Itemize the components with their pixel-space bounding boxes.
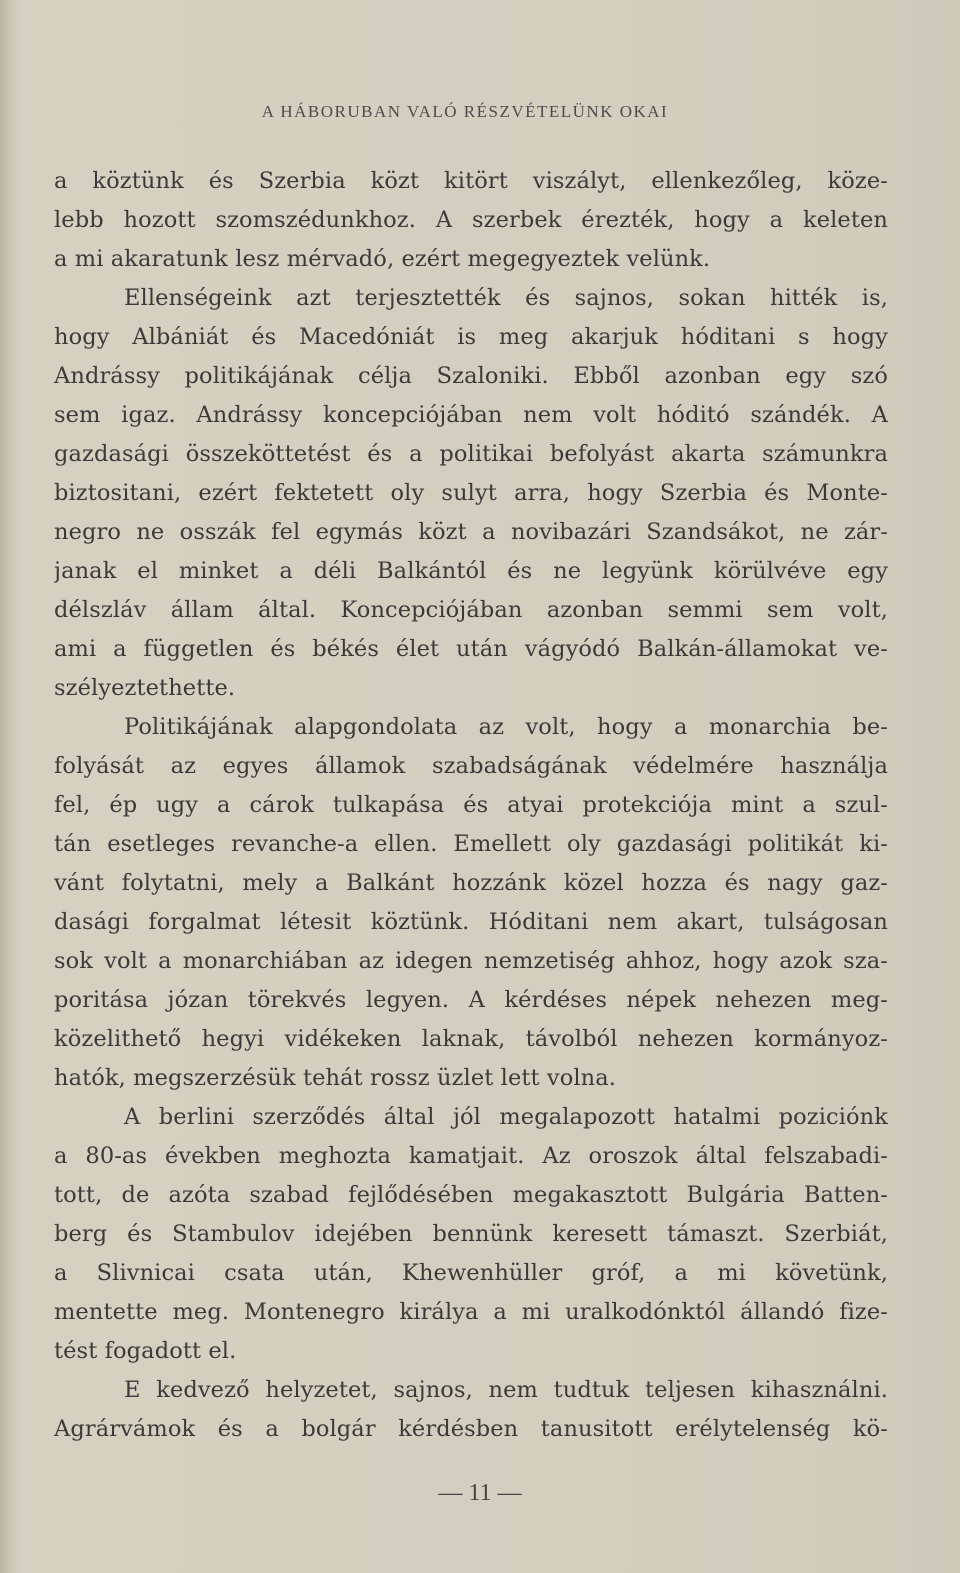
text-line: Andrássy politikájának célja Szaloniki. Ebből azonban egy szó bbox=[54, 363, 888, 389]
text-line: tán esetleges revanche-a ellen. Emellett oly gazdasági politikát ki- bbox=[54, 831, 888, 857]
text-line: tott, de azóta szabad fejlődésében megakasztott Bulgária Batten- bbox=[54, 1182, 888, 1208]
text-line: vánt folytatni, mely a Balkánt hozzánk közel hozza és nagy gaz- bbox=[54, 870, 888, 896]
text-line: berg és Stambulov idejében bennünk keresett támaszt. Szerbiát, bbox=[54, 1221, 888, 1247]
text-line: dasági forgalmat létesit köztünk. Hóditani nem akart, tulságosan bbox=[54, 909, 888, 935]
text-line: Ellenségeink azt terjesztették és sajnos, sokan hitték is, bbox=[124, 285, 888, 311]
text-line: közelithető hegyi vidékeken laknak, távolból nehezen kormányoz- bbox=[54, 1026, 888, 1052]
text-line: E kedvező helyzetet, sajnos, nem tudtuk teljesen kihasználni. bbox=[124, 1377, 888, 1403]
text-line: mentette meg. Montenegro királya a mi uralkodónktól állandó fize- bbox=[54, 1299, 888, 1325]
running-header: A HÁBORUBAN VALÓ RÉSZVÉTELÜNK OKAI bbox=[261, 102, 669, 121]
text-line: folyását az egyes államok szabadságának védelmére használja bbox=[54, 753, 888, 779]
text-line: a mi akaratunk lesz mérvadó, ezért megegyeztek velünk. bbox=[54, 246, 711, 272]
text-line: negro ne osszák fel egymás közt a novibazári Szandsákot, ne zár- bbox=[54, 519, 888, 545]
text-line: hatók, megszerzésük tehát rossz üzlet lett volna. bbox=[54, 1065, 617, 1091]
page-number: — 11 — bbox=[438, 1480, 522, 1506]
text-line: tést fogadott el. bbox=[54, 1338, 237, 1364]
text-line: hogy Albániát és Macedóniát is meg akarjuk hóditani s hogy bbox=[54, 324, 888, 350]
text-line: a 80-as években meghozta kamatjait. Az oroszok által felszabadi- bbox=[54, 1143, 888, 1169]
text-line: A berlini szerződés által jól megalapozott hatalmi poziciónk bbox=[124, 1104, 888, 1130]
text-line: délszláv állam által. Koncepciójában azonban semmi sem volt, bbox=[54, 597, 888, 623]
text-line: sem igaz. Andrássy koncepciójában nem volt hóditó szándék. A bbox=[54, 402, 888, 428]
text-line: biztositani, ezért fektetett oly sulyt arra, hogy Szerbia és Monte- bbox=[54, 480, 888, 506]
text-line: ami a független és békés élet után vágyódó Balkán-államokat ve- bbox=[54, 636, 888, 662]
body-text bbox=[54, 162, 888, 1449]
text-line: fel, ép ugy a cárok tulkapása és atyai protekciója mint a szul- bbox=[54, 792, 888, 818]
text-line: a köztünk és Szerbia közt kitört viszályt, ellenkezőleg, köze- bbox=[54, 168, 888, 194]
text-line: lebb hozott szomszédunkhoz. A szerbek érezték, hogy a keleten bbox=[54, 207, 888, 233]
text-line: sok volt a monarchiában az idegen nemzetiség ahhoz, hogy azok sza- bbox=[54, 948, 888, 974]
text-line: janak el minket a déli Balkántól és ne legyünk körülvéve egy bbox=[54, 558, 888, 584]
text-line: szélyeztethette. bbox=[54, 675, 236, 701]
text-line: gazdasági összeköttetést és a politikai befolyást akarta számunkra bbox=[54, 441, 888, 467]
text-line: poritása józan törekvés legyen. A kérdéses népek nehezen meg- bbox=[54, 987, 888, 1013]
text-line: Agrárvámok és a bolgár kérdésben tanusitott erélytelenség kö- bbox=[54, 1416, 888, 1442]
text-line: Politikájának alapgondolata az volt, hogy a monarchia be- bbox=[124, 714, 888, 740]
text-line: a Slivnicai csata után, Khewenhüller gróf, a mi követünk, bbox=[54, 1260, 888, 1286]
